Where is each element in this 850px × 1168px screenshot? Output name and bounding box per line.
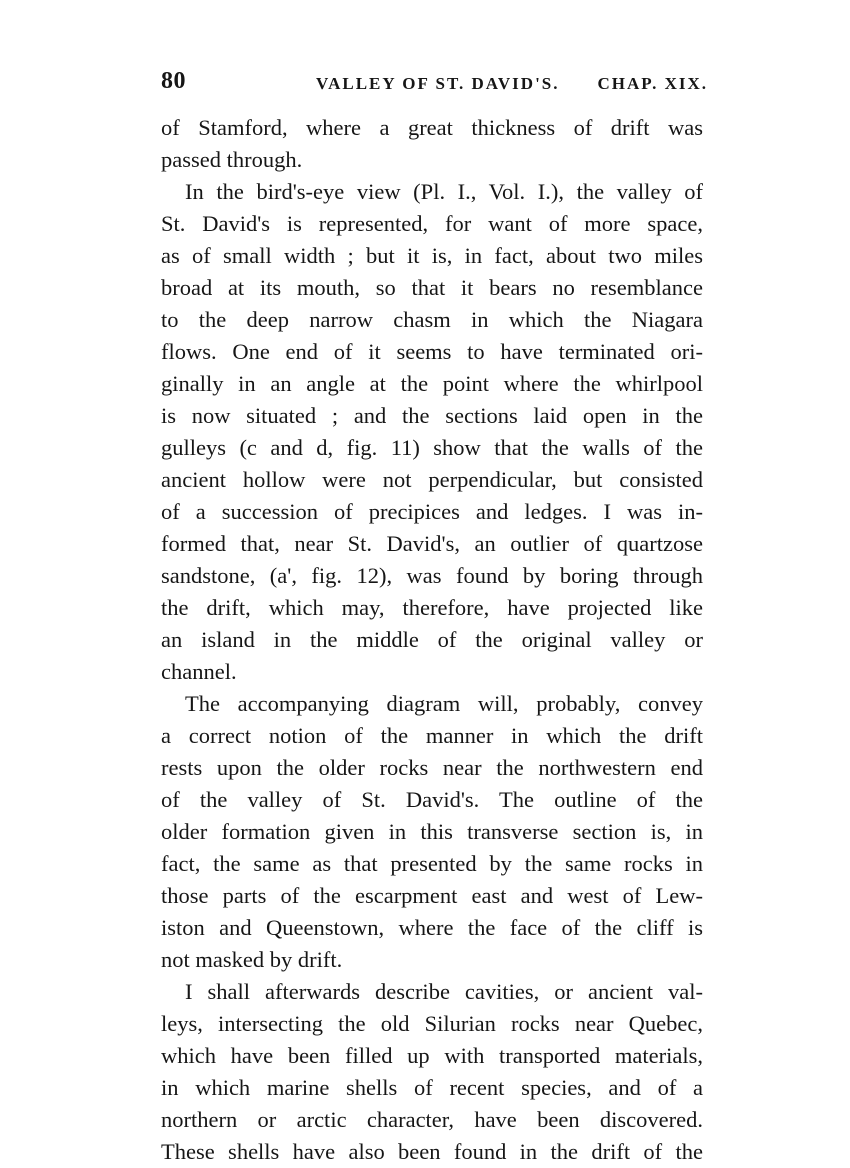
- text-line: broad at its mouth, so that it bears no resemblance: [161, 275, 703, 300]
- text-line: not masked by drift.: [161, 947, 343, 972]
- text-line: a correct notion of the manner in which the drift: [161, 723, 703, 748]
- text-line: leys, intersecting the old Silurian rocks near Quebec,: [161, 1011, 703, 1036]
- paragraph-first-line: I shall afterwards describe cavities, or ancient val-: [185, 979, 703, 1004]
- text-line: an island in the middle of the original valley or: [161, 627, 703, 652]
- text-line: to the deep narrow chasm in which the Niagara: [161, 307, 703, 332]
- text-line: of a succession of precipices and ledges. I was in-: [161, 499, 703, 524]
- text-line: as of small width ; but it is, in fact, about two miles: [161, 243, 703, 268]
- text-line: of the valley of St. David's. The outline of the: [161, 787, 703, 812]
- text-line: in which marine shells of recent species, and of a: [161, 1075, 703, 1100]
- text-line: older formation given in this transverse section is, in: [161, 819, 703, 844]
- text-line: flows. One end of it seems to have terminated ori-: [161, 339, 703, 364]
- page-number: 80: [161, 68, 186, 94]
- text-line: those parts of the escarpment east and west of Lew-: [161, 883, 703, 908]
- running-title: VALLEY OF ST. DAVID'S.: [316, 74, 560, 93]
- text-line: of Stamford, where a great thickness of drift was: [161, 115, 703, 140]
- text-line: formed that, near St. David's, an outlier of quartzose: [161, 531, 703, 556]
- text-line: rests upon the older rocks near the northwestern end: [161, 755, 703, 780]
- text-line: These shells have also been found in the drift of the: [161, 1139, 703, 1164]
- text-line: fact, the same as that presented by the same rocks in: [161, 851, 703, 876]
- paragraph-first-line: The accompanying diagram will, probably, convey: [185, 691, 703, 716]
- text-line: passed through.: [161, 147, 303, 172]
- text-line: channel.: [161, 659, 237, 684]
- text-line: gulleys (c and d, fig. 11) show that the walls of the: [161, 435, 703, 460]
- text-line: iston and Queenstown, where the face of the cliff is: [161, 915, 703, 940]
- text-line: sandstone, (a', fig. 12), was found by boring through: [161, 563, 703, 588]
- text-line: which have been filled up with transported materials,: [161, 1043, 703, 1068]
- paragraph-first-line: In the bird's-eye view (Pl. I., Vol. I.), the valley of: [185, 179, 703, 204]
- body-text: [161, 112, 703, 1168]
- text-line: northern or arctic character, have been discovered.: [161, 1107, 703, 1132]
- text-line: ancient hollow were not perpendicular, but consisted: [161, 467, 703, 492]
- running-head: [161, 68, 708, 100]
- text-line: the drift, which may, therefore, have projected like: [161, 595, 703, 620]
- text-line: St. David's is represented, for want of more space,: [161, 211, 703, 236]
- text-line: ginally in an angle at the point where the whirlpool: [161, 371, 703, 396]
- chapter-label: CHAP. XIX.: [597, 74, 708, 93]
- text-line: is now situated ; and the sections laid open in the: [161, 403, 703, 428]
